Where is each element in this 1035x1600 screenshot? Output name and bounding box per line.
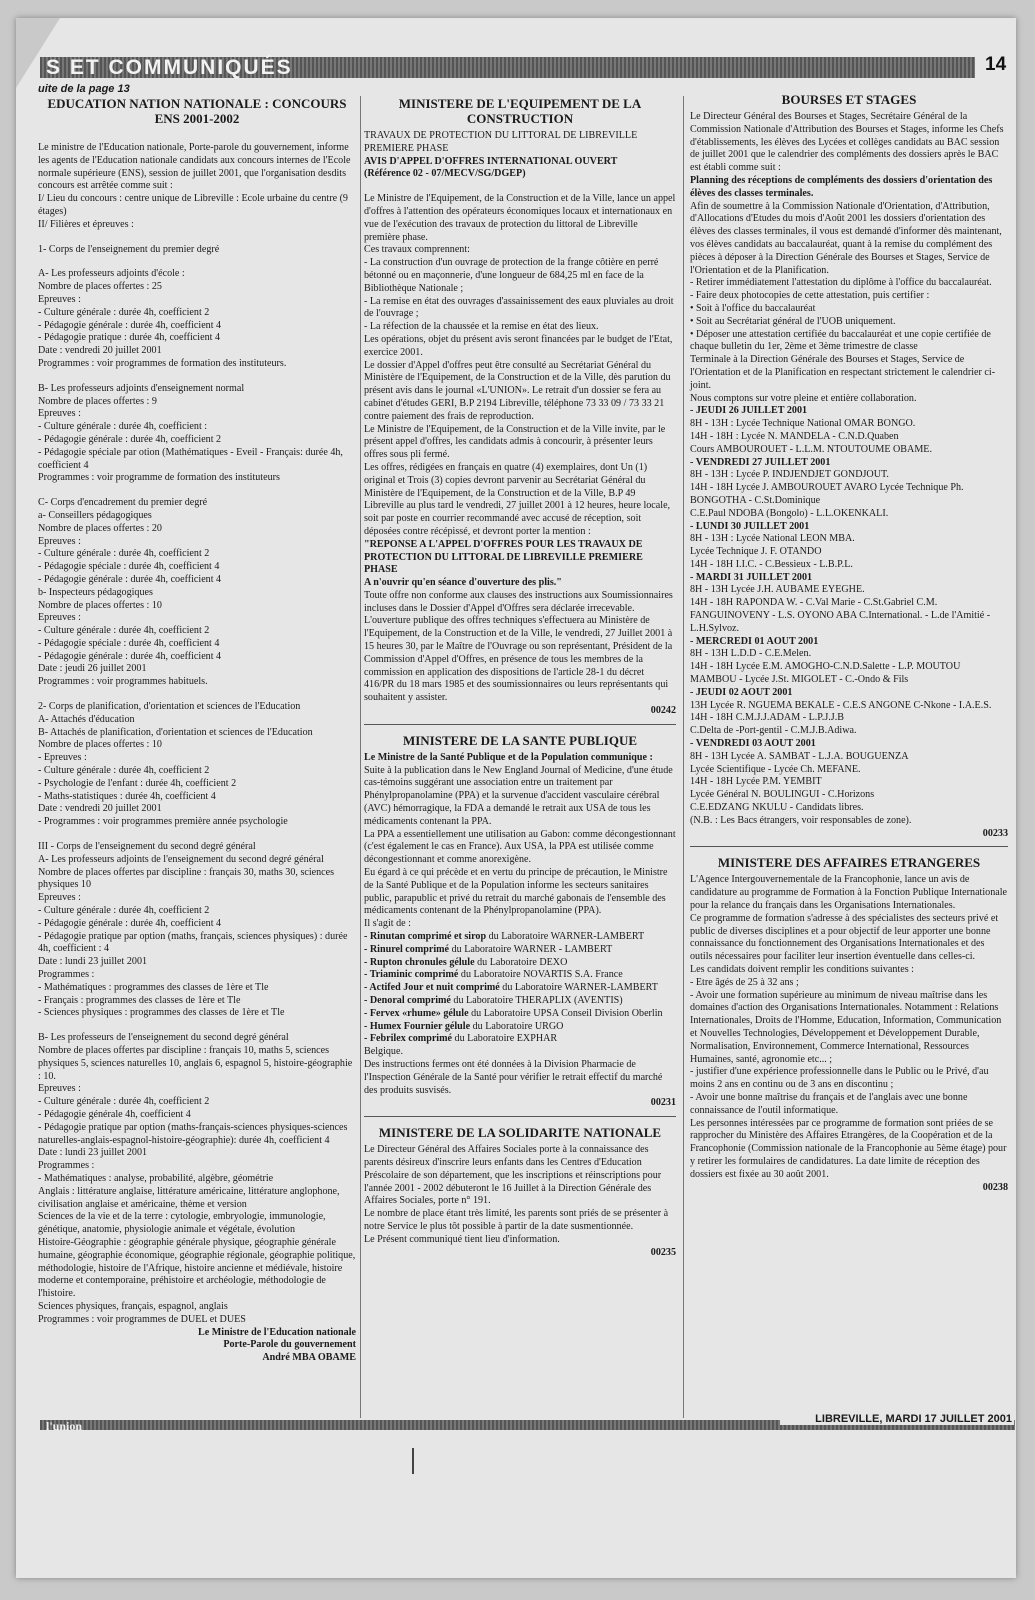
text-line: Epreuves :: [38, 293, 81, 305]
schedule-item: 14H - 18H Lycée P.M. YEMBIT: [690, 776, 822, 788]
text-line: Programmes : voir programmes habituels.: [38, 676, 208, 688]
text-line: Programmes :: [38, 1160, 95, 1172]
text-line: Nombre de places offertes par discipline : français 10, maths 5, sciences physiques 5, sciences naturelles 10, anglais 6, espagnol 5, histoire-géographie : 10.: [38, 1045, 353, 1082]
drug-name: - Febrilex comprimé: [364, 1033, 453, 1045]
article-bourses: [690, 92, 1008, 1194]
text-line: Toute offre non conforme aux clauses des instructions aux Soumissionnaires incluses dans le Dossier d'Appel d'Offres sera déclarée irrecevable.: [364, 589, 673, 614]
text-line: Les offres, rédigées en français en quatre (4) exemplaires, dont Un (1) original et Trois (3) copies devront parvenir au Secrétariat Général du Ministère de l'Equipement, de la Construction et de la Ville, B.P 49 Libreville au plus tard le vendredi, 27 juillet 2001 à 12 heures, heure locale, soit par poste en courrier recommandé avec accusé de réception, soit déposées contre récépissé, et devront porter la mention :: [364, 461, 671, 537]
text-line: - Pédagogie pratique : durée 4h, coefficient 4: [38, 332, 220, 344]
column-divider: [360, 96, 361, 1418]
text-line: Epreuves :: [38, 1083, 81, 1095]
text-line: - Retirer immédiatement l'attestation du diplôme à l'office du baccalauréat.: [690, 277, 992, 289]
schedule-item: 14H - 18H : Lycée N. MANDELA - C.N.D.Quaben: [690, 430, 899, 442]
text-line: Date : vendredi 20 juillet 2001: [38, 345, 162, 357]
text-line: Date : lundi 23 juillet 2001: [38, 956, 148, 968]
text-line: 1- Corps de l'enseignement du premier degré: [38, 243, 220, 255]
divider: [690, 846, 1008, 847]
text-line: - Pédagogie générale 4h, coefficient 4: [38, 1108, 191, 1120]
text-line: - Pédagogie spéciale : durée 4h, coefficient 4: [38, 561, 220, 573]
text-line: Ce programme de formation s'adresse à des spécialistes des secteurs privé et public de diverses disciplines et a pour objectif de leur apporter une bonne connaissance du fonctionnement des Organisations Internationales et des outils nécessaires pour faciliter leur insertion éventuelle dans celles-ci.: [690, 912, 999, 963]
schedule-item: 8H - 13H : Lycée Technique National OMAR BONGO.: [690, 418, 916, 430]
signature-line: André MBA OBAME: [262, 1352, 356, 1364]
schedule-item: 8H - 13H : Lycée P. INDJENDJET GONDJOUT.: [690, 469, 889, 481]
text-line: - Pédagogie générale : durée 4h, coefficient 2: [38, 433, 222, 445]
schedule-item: 8H - 13H : Lycée National LEON MBA.: [690, 533, 855, 545]
divider: [364, 1116, 676, 1117]
schedule-item: 14H - 18H Lycée J. AMBOUROUET AVARO Lycée Technique Ph. BONGOTHA - C.St.Dominique: [690, 482, 964, 506]
text-line: b- Inspecteurs pédagogiques: [38, 586, 153, 598]
text-line: Programmes : voir programme de formation des instituteurs: [38, 472, 280, 484]
footer-date: LIBREVILLE, MARDI 17 JUILLET 2001: [780, 1413, 1014, 1425]
text-line: Histoire-Géographie : géographie générale physique, géographie générale humaine, géographie économique, géographie régionale, géographie politique, méthodologie, histoire de l'Afrique, histoire ancienne et médiévale, histoire moderne et contemporaine, préhistoire et archéologie, méthodologie de l'histoire.: [38, 1236, 356, 1300]
signature-line: Le Ministre de l'Education nationale: [198, 1326, 356, 1338]
text-line: Epreuves :: [38, 535, 81, 547]
text-line: B- Les professeurs de l'enseignement du second degré général: [38, 1032, 289, 1044]
text-line: - Psychologie de l'enfant : durée 4h, coefficient 2: [38, 777, 237, 789]
text-line: I/ Lieu du concours : centre unique de Libreville : Ecole urbaine du centre (9 étages): [38, 193, 348, 217]
drug-lab: du Laboratoire WARNER-LAMBERT: [486, 931, 645, 943]
reference-number: 00233: [982, 827, 1008, 839]
text-line: Nombre de places offertes : 25: [38, 281, 162, 293]
schedule-day: - JEUDI 02 AOUT 2001: [690, 686, 793, 698]
text-line: - La remise en état des ouvrages d'assainissement des eaux pluviales au droit de l'ouvrage ;: [364, 295, 674, 320]
newspaper-logo: l'union: [46, 1419, 83, 1433]
text-line: - Pédagogie générale : durée 4h, coefficient 4: [38, 917, 222, 929]
schedule-item: (N.B. : Les Bacs étrangers, voir responsables de zone).: [690, 814, 912, 826]
text-line: A- Attachés d'éducation: [38, 713, 135, 725]
drug-name: - Denoral comprimé: [364, 995, 451, 1006]
text-line: C- Corps d'encadrement du premier degré: [38, 497, 208, 509]
text-line: Nombre de places offertes : 10: [38, 739, 162, 751]
article-title: MINISTERE DES AFFAIRES ETRANGERES: [717, 855, 981, 871]
notice-subtitle: PREMIERE PHASE: [364, 142, 449, 154]
column-divider: [683, 96, 684, 1418]
schedule-item: 14H - 18H RAPONDA W. - C.Val Marie - C.St.Gabriel C.M. FANGUINOVENY - L.S. OYONO ABA C.International. - L.de l'Amitié - L.H.Sylvoz.: [690, 597, 991, 634]
schedule-day: - MARDI 31 JUILLET 2001: [690, 571, 813, 583]
text-line: Date : vendredi 20 juillet 2001: [38, 803, 162, 815]
schedule-day: - MERCREDI 01 AOUT 2001: [690, 635, 819, 647]
drug-name: - Humex Fournier gélule: [364, 1020, 471, 1032]
drug-lab: du Laboratoire WARNER-LAMBERT: [499, 982, 658, 994]
section-title: S ET COMMUNIQUÉS: [46, 56, 293, 79]
text-line: A- Les professeurs adjoints de l'enseignement du second degré général: [38, 853, 324, 865]
text-line: Belgique.: [364, 1046, 403, 1058]
text-line: - justifier d'une expérience professionnelle dans le Public ou le Privé, d'au moins 2 ans en continu ou de 3 ans en discontinu ;: [690, 1066, 989, 1091]
page-number: 14: [985, 54, 1007, 75]
schedule-day: - VENDREDI 03 AOUT 2001: [690, 738, 816, 750]
schedule-item: 14H - 18H Lycée E.M. AMOGHO-C.N.D.Salette - L.P. MOUTOU MAMBOU - Lycée J.St. MIGOLET - C.-Ondo & Fils: [690, 661, 961, 686]
schedule-item: Lycée Général N. BOULINGUI - C.Horizons: [690, 789, 875, 801]
notice-mention: "REPONSE A L'APPEL D'OFFRES POUR LES TRAVAUX DE PROTECTION DU LITTORAL DE LIBREVILLE PREMIERE PHASE: [364, 538, 643, 576]
drug-item: [364, 982, 676, 995]
text-line: - La construction d'un ouvrage de protection de la frange côtière en perré bétonné ou en maçonnerie, d'une longueur de 684,25 ml en face de la Bibliothèque Nationale ;: [364, 257, 659, 294]
text-line: B- Attachés de planification, d'orientation et sciences de l'Education: [38, 726, 313, 738]
schedule-item: C.E.Paul NDOBA (Bongolo) - L.L.OKENKALI.: [690, 507, 889, 519]
text-line: Nombre de places offertes : 9: [38, 395, 157, 407]
text-line: - Culture générale : durée 4h, coefficient 2: [38, 1096, 210, 1108]
schedule-item: C.E.EDZANG NKULU - Candidats libres.: [690, 802, 864, 814]
schedule-item: 8H - 13H Lycée A. SAMBAT - L.J.A. BOUGUENZA: [690, 750, 909, 762]
spacer: [38, 232, 356, 244]
text-line: B- Les professeurs adjoints d'enseignement normal: [38, 382, 245, 394]
article-education: [38, 96, 356, 1365]
text-line: - Culture générale : durée 4h, coefficient 2: [38, 306, 210, 318]
drug-lab: du Laboratoire NOVARTIS S.A. France: [458, 969, 623, 981]
text-line: - La réfection de la chaussée et la remise en état des lieux.: [364, 321, 599, 333]
text-line: • Soit au Secrétariat général de l'UOB uniquement.: [690, 315, 896, 327]
text-line: Le Ministre de l'Equipement, de la Construction et de la Ville, lance un appel d'offres à l'attention des opérateurs économiques locaux et internationaux en vue de l'exécution des travaux de protection du littoral de Libreville première phase.: [364, 193, 676, 243]
text-line: Le Présent communiqué tient lieu d'information.: [364, 1233, 560, 1245]
text-line: Ces travaux comprennent:: [364, 244, 470, 256]
article-title: BOURSES ET STAGES: [781, 92, 917, 107]
text-line: Sciences de la vie et de la terre : cytologie, embryologie, immunologie, génétique, anatomie, physiologie animale et végétale, évolution: [38, 1211, 326, 1236]
schedule-item: 8H - 13H L.D.D - C.E.Melen.: [690, 648, 812, 660]
text-line: - Etre âgés de 25 à 32 ans ;: [690, 976, 799, 988]
text-line: - Avoir une formation supérieure au minimum de niveau maîtrise dans les domaines d'action des Organisations Internationales. Notamment : Relations Internationales, Droits de l'Homme, Education, Information, Communication et Nouvelles Technologies, Développement et Développement Durable, Normalisation, Environnement, Commerce International, Ressources Humaines, santé, agronomie etc... ;: [690, 989, 1002, 1065]
text-line: • Soit à l'office du baccalauréat: [690, 302, 816, 314]
text-line: Les candidats doivent remplir les conditions suivantes :: [690, 964, 914, 975]
article-title: MINISTERE DE LA SOLIDARITE NATIONALE: [378, 1125, 662, 1141]
reference-number: 00231: [650, 1097, 676, 1109]
text-line: - Mathématiques : programmes des classes de 1ère et Tle: [38, 981, 269, 993]
continued-from: uite de la page 13: [38, 83, 130, 95]
text-line: • Déposer une attestation certifiée du baccalauréat et une copie certifiée de chaque bulletin du 1er, 2ème et 3ème trimestre de classe: [690, 328, 991, 353]
drug-lab: du Laboratoire THERAPLIX (AVENTIS): [450, 995, 623, 1006]
text-line: III - Corps de l'enseignement du second degré général: [38, 841, 256, 853]
drug-item: [364, 1021, 676, 1034]
text-line: Anglais : littérature anglaise, littérature américaine, littérature anglophone, civilisation anglaise et américaine, thème et version: [38, 1185, 340, 1210]
drug-lab: du Laboratoire UPSA Conseil Division Oberlin: [468, 1007, 663, 1019]
text-line: Il s'agit de :: [364, 918, 411, 930]
text-line: Le Ministre de l'Equipement, de la Construction et de la Ville invite, par le présent appel d'offres, les candidats admis à concourir, à présenter leurs offres sous pli fermé.: [364, 423, 666, 461]
text-line: - Epreuves :: [38, 752, 87, 764]
drug-item: [364, 944, 676, 957]
drug-name: - Rinutan comprimé et sirop: [364, 931, 487, 943]
signature-line: Porte-Parole du gouvernement: [223, 1339, 356, 1351]
text-line: - Maths-statistiques : durée 4h, coefficient 4: [38, 790, 216, 802]
schedule-item: Lycée Scientifique - Lycée Ch. MEFANE.: [690, 763, 861, 775]
schedule-day: - LUNDI 30 JUILLET 2001: [690, 520, 810, 532]
notice-subtitle: TRAVAUX DE PROTECTION DU LITTORAL DE LIBREVILLE: [364, 130, 638, 141]
spacer: [38, 130, 356, 142]
text-line: Les opérations, objet du présent avis seront financées par le budget de l'Etat, exercice 2001.: [364, 333, 673, 358]
text-line: - Programmes : voir programmes première année psychologie: [38, 816, 288, 828]
drug-item: [364, 931, 676, 944]
drug-item: [364, 1008, 676, 1021]
text-line: - Culture générale : durée 4h, coefficient 2: [38, 765, 210, 777]
schedule-item: 14H - 18H C.M.J.J.ADAM - L.P.J.J.B: [690, 712, 844, 724]
notice-mention: A n'ouvrir qu'en séance d'ouverture des plis.": [364, 577, 562, 589]
drug-lab: du Laboratoire DEXO: [474, 956, 568, 968]
text-line: A- Les professeurs adjoints d'école :: [38, 268, 185, 280]
reference-number: 00235: [650, 1246, 676, 1258]
text-line: Date : lundi 23 juillet 2001: [38, 1147, 148, 1159]
spacer: [38, 829, 356, 841]
text-line: La PPA a essentiellement une utilisation au Gabon: comme décongestionnant (c'est également le cas en France). Aux USA, la PPA est utilisée comme décongestionnant et comme anorexigène.: [364, 828, 676, 866]
text-line: - Culture générale : durée 4h, coefficient 2: [38, 625, 210, 637]
text-line: Afin de soumettre à la Commission Nationale d'Orientation, d'Attribution, d'Allocations d'Etudes du mois d'Août 2001 les dossiers d'orientation des élèves des classes terminales, il vous est demandé d'informer dès maintenant, vos élèves candidats au baccalauréat, quant à la remise du complément des pièces à déposer à la Direction Générale des Bourses et Stages, Service de l'Orientation et de la Planification.: [690, 200, 1002, 276]
text-line: Sciences physiques, français, espagnol, anglais: [38, 1300, 228, 1312]
text-line: - Pédagogie générale : durée 4h, coefficient 4: [38, 650, 222, 662]
spacer: [364, 181, 676, 193]
article-equipement: [364, 96, 676, 1259]
text-line: Le nombre de place étant très limité, les parents sont priés de se présenter à notre Service le plus tôt possible à partir de la date susmentionnée.: [364, 1208, 669, 1232]
text-line: Nombre de places offertes : 10: [38, 599, 162, 611]
text-line: Nombre de places offertes : 20: [38, 522, 162, 534]
text-line: Le Directeur Général des Affaires Sociales porte à la connaissance des parents désireux d'inscrire leurs enfants dans les Centres d'Education Préscolaire de son département, que les inscriptions et réinscriptions pour l'année 2001 - 2002 débuteront le 16 Juillet à la Direction Générale des Affaires Sociales, porte n° 191.: [364, 1144, 662, 1207]
article-title: EDUCATION NATION NATIONALE : CONCOURS ENS 2001-2002: [47, 96, 347, 126]
reference-number: 00242: [650, 705, 676, 717]
text-line: Nous comptons sur votre pleine et entière collaboration.: [690, 392, 917, 404]
text-line: a- Conseillers pédagogiques: [38, 509, 152, 521]
text-line: - Pédagogie pratique par option (maths, français, sciences physiques) : durée 4h, coefficient : 4: [38, 930, 348, 955]
spacer: [38, 485, 356, 497]
spacer: [38, 256, 356, 268]
text-line: - Sciences physiques : programmes des classes de 1ère et Tle: [38, 1007, 285, 1019]
article-title: MINISTERE DE LA SANTE PUBLIQUE: [402, 732, 638, 748]
text-line: Eu égard à ce qui précède et en vertu du principe de précaution, le Ministre de la Santé Publique et de la Population informe les secteurs sanitaires public, parapublic et privé du retrait du marché gabonais de l'ensemble des médicaments contenant de la Phénylpropanolamine (PPA).: [364, 867, 668, 917]
spacer: [38, 1020, 356, 1032]
drug-name: - Fervex «rhume» gélule: [364, 1007, 469, 1019]
text-line: Le ministre de l'Education nationale, Porte-parole du gouvernement, informe les agents de l'Education nationale candidats aux concours internes de l'Ecole normale supérieure (ENS), session de juillet 2001, que l'organisation desdits concours est arrêtée comme suit :: [38, 142, 351, 192]
drug-name: - Triaminic comprimé: [364, 969, 459, 981]
drug-item: [364, 1033, 676, 1046]
text-line: II/ Filières et épreuves :: [38, 218, 134, 230]
text-line: Le Directeur Général des Bourses et Stages, Secrétaire Général de la Commission Nationale d'Attribution des Bourses et Stages, informe les Chefs d'établissements, les élèves des Lycées et collèges candidats au BAC session de juillet 2001 que le calendrier des compléments des dossiers après le BAC est établi comme suit :: [690, 111, 1004, 174]
spacer: [38, 689, 356, 701]
divider: [364, 724, 676, 725]
text-line: Des instructions fermes ont été données à la Division Pharmacie de l'Inspection Générale de la Santé pour vérifier le retrait effectif du marché des produits susvisés.: [364, 1058, 663, 1096]
drug-name: - Actifed Jour et nuit comprimé: [364, 982, 500, 994]
text-line: Programmes : voir programmes de DUEL et DUES: [38, 1313, 246, 1325]
text-line: - Faire deux photocopies de cette attestation, puis certifier :: [690, 290, 930, 302]
text-line: - Mathématiques : analyse, probabilité, algèbre, géométrie: [38, 1172, 274, 1184]
schedule-day: - VENDREDI 27 JUILLET 2001: [690, 456, 831, 468]
spacer: [38, 371, 356, 383]
schedule-item: Lycée Technique J. F. OTANDO: [690, 546, 822, 558]
text-line: - Culture générale : durée 4h, coefficient 2: [38, 548, 210, 560]
text-line: Programmes : voir programmes de formation des instituteurs.: [38, 357, 287, 369]
text-line: - Pédagogie pratique par option (maths-français-sciences physiques-sciences naturelles-anglais-espagnol-histoire-géographie): durée 4h, coefficient 4: [38, 1121, 348, 1146]
text-line: - Français : programmes des classes de 1ère et Tle: [38, 994, 241, 1006]
text-line: Planning des réceptions de compléments des dossiers d'orientation des élèves des classes terminales.: [690, 174, 993, 199]
notice-subtitle: (Référence 02 - 07/MECV/SG/DGEP): [364, 168, 526, 180]
text-line: Suite à la publication dans le New England Journal of Medicine, d'une étude cas-témoins suggérant une association entre un traitement par Phénylpropanolamine (PPA) et la survenue d'accident vasculaire cérébral (AVC) hémorragique, la FDA a demandé le retrait aux USA de tous les médicaments contenant la PPA.: [364, 764, 673, 827]
text-line: Epreuves :: [38, 892, 81, 904]
drug-lab: du Laboratoire EXPHAR: [452, 1033, 558, 1045]
text-line: - Avoir une bonne maîtrise du français et de l'anglais avec une bonne connaissance de l'outil informatique.: [690, 1091, 968, 1116]
schedule-item: 8H - 13H Lycée J.H. AUBAME EYEGHE.: [690, 584, 865, 596]
drug-item: [364, 995, 676, 1008]
scan-mark: [412, 1448, 414, 1474]
drug-name: - Rupton chronules gélule: [364, 956, 475, 968]
text-line: Le dossier d'Appel d'offres peut être consulté au Secrétariat Général du Ministère de l'Equipement, de la Construction et de la Ville, dès parution du présent avis dans le journal «L'UNION». Le retrait d'un dossier se fera au cabinet d'études GERI, B.P 2194 Libreville, téléphone 73 33 09 / 73 33 21 contre paiement des frais de reproduction.: [364, 359, 671, 422]
text-line: - Pédagogie spéciale : durée 4h, coefficient 4: [38, 637, 220, 649]
schedule-item: 13H Lycée R. NGUEMA BEKALE - C.E.S ANGONE C-Nkone - I.A.E.S.: [690, 699, 992, 711]
text-line: Epreuves :: [38, 612, 81, 624]
reference-number: 00238: [982, 1181, 1008, 1193]
text-line: Les personnes intéressées par ce programme de formation sont priées de se rapprocher du Ministère des Affaires Etrangères, de la Coopération et de la Francophonie (Commission nationale de la Francophonie au 5ème étage) pour y retirer les formulaires de candidatures. La date limite de réception des dossiers est fixée au 30 août 2001.: [690, 1117, 1007, 1180]
text-line: L'Agence Intergouvernementale de la Francophonie, lance un avis de candidature au programme de Formation à la Fonction Publique Internationale pour la relance du français dans les Organisations Internationales.: [690, 874, 1008, 912]
text-line: Nombre de places offertes par discipline : français 30, maths 30, sciences physiques 10: [38, 866, 335, 891]
drug-name: - Rinurel comprimé: [364, 943, 450, 955]
notice-subtitle: AVIS D'APPEL D'OFFRES INTERNATIONAL OUVERT: [364, 155, 618, 167]
text-line: - Pédagogie générale : durée 4h, coefficient 4: [38, 573, 222, 585]
article-title: MINISTERE DE L'EQUIPEMENT DE LA CONSTRUCTION: [398, 96, 642, 126]
text-line: - Pédagogie générale : durée 4h, coefficient 4: [38, 319, 222, 331]
drug-item: [364, 957, 676, 970]
schedule-item: C.Delta de -Port-gentil - C.M.J.B.Adiwa.: [690, 725, 857, 737]
text-line: - Pédagogie spéciale par otion (Mathématiques - Eveil - Français: durée 4h, coefficient 4: [38, 446, 343, 471]
text-line: 2- Corps de planification, d'orientation et sciences de l'Education: [38, 701, 301, 713]
text-line: - Culture générale : durée 4h, coefficient :: [38, 421, 208, 433]
schedule-day: - JEUDI 26 JUILLET 2001: [690, 405, 808, 417]
text-line: Programmes :: [38, 969, 95, 981]
text-line: L'ouverture publique des offres techniques s'effectuera au Ministère de l'Equipement, de la Construction et de la Ville, le vendredi, 27 Juillet 2001 à 15 heures 30, par le Maître de l'Ouvrage ou son représentant, Président de la Commission d'Appel d'Offres, en présence de tous les membres de la commission en application des dispositions de l'article 28-1 du décret 416/PR du 18 mars 1985 et des soumissionnaires ou leurs représentants qui souhaitent y assister.: [364, 615, 673, 704]
drug-lab: du Laboratoire URGO: [470, 1020, 564, 1032]
text-line: - Culture générale : durée 4h, coefficient 2: [38, 905, 210, 917]
schedule-item: Cours AMBOUROUET - L.L.M. NTOUTOUME OBAME.: [690, 443, 932, 455]
drug-item: [364, 969, 676, 982]
text-line: Le Ministre de la Santé Publique et de la Population communique :: [364, 751, 653, 763]
schedule-item: 14H - 18H I.I.C. - C.Bessieux - L.B.P.L.: [690, 558, 853, 570]
text-line: Epreuves :: [38, 408, 81, 420]
text-line: Terminale à la Direction Générale des Bourses et Stages, Service de l'Orientation et de la Planification en respectant strictement le calendrier ci-joint.: [690, 354, 996, 391]
drug-lab: du Laboratoire WARNER - LAMBERT: [449, 943, 613, 955]
text-line: Date : jeudi 26 juillet 2001: [38, 663, 147, 675]
